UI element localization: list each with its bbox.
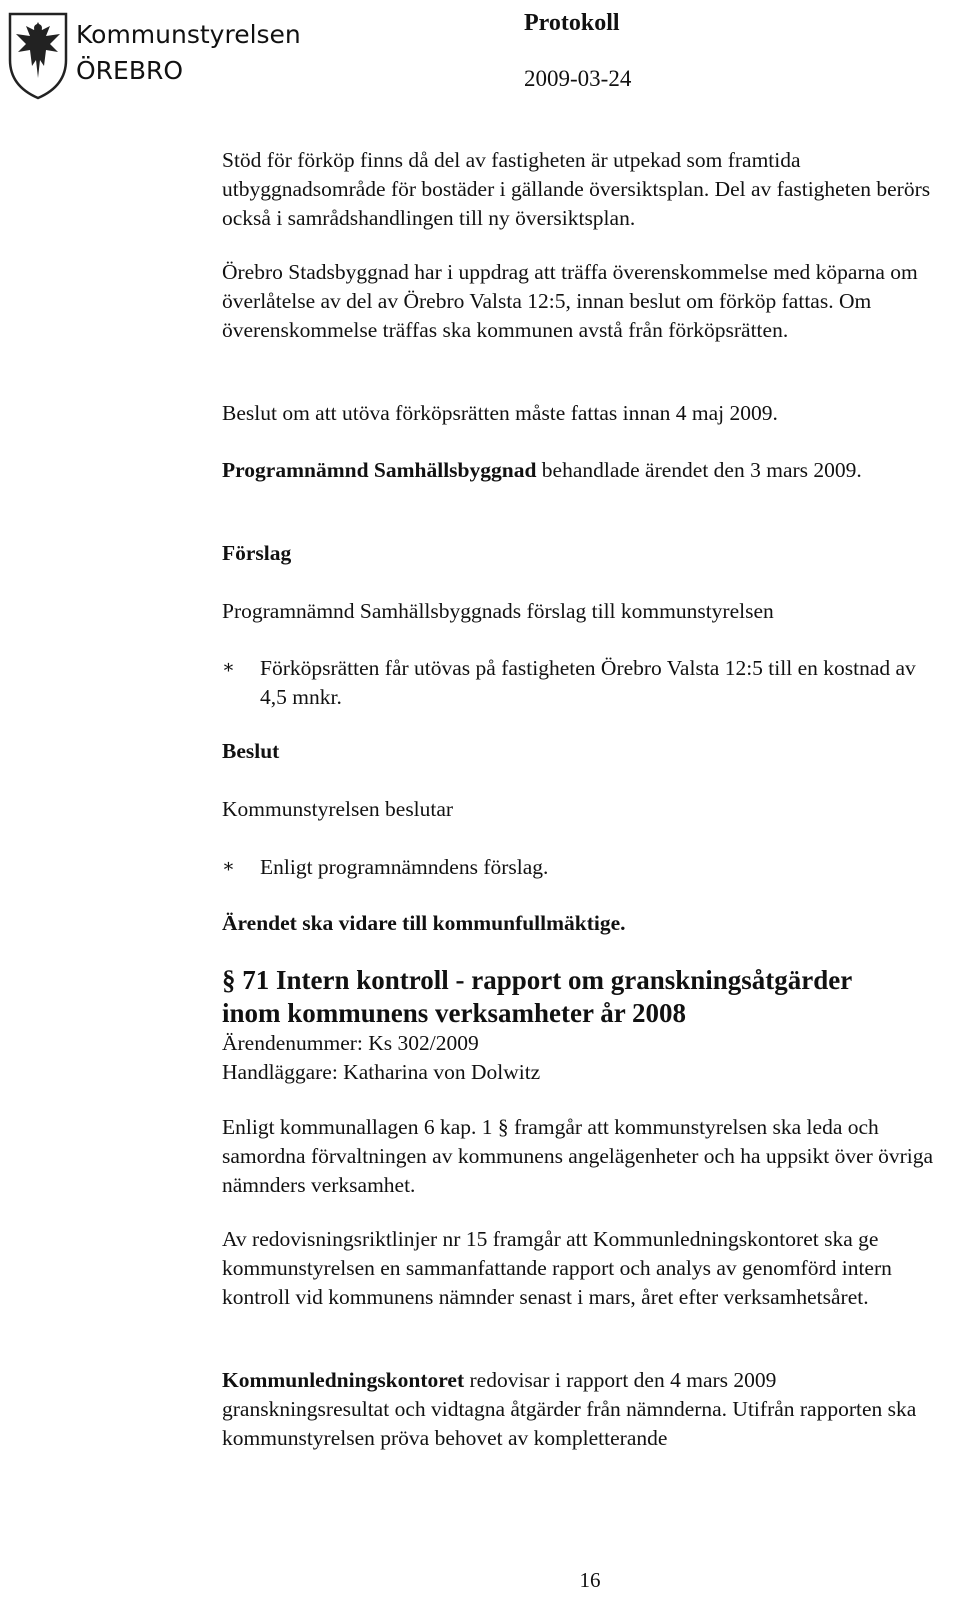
org-name: Kommunstyrelsen <box>76 20 301 49</box>
bullet-symbol: ∗ <box>222 657 235 678</box>
bullet-forkopsratten: Förköpsrätten får utövas på fastigheten Örebro Valsta 12:5 till en kostnad av 4,5 mnkr. <box>260 656 916 709</box>
paragraph-forslag-intro: Programnämnd Samhällsbyggnads förslag till kommunstyrelsen <box>222 599 774 623</box>
paragraph-stadsbyggnad: Örebro Stadsbyggnad har i uppdrag att träffa överenskommelse med köparna om överlåtelse av del av Örebro Valsta 12:5, innan beslut om förköp fattas. Om överenskommelse träffas ska kommunen avstå från förköpsrätten. <box>222 260 918 342</box>
bullet-symbol: ∗ <box>222 856 235 877</box>
bullet-enligt: Enligt programnämndens förslag. <box>260 855 549 879</box>
document-type: Protokoll <box>524 10 620 36</box>
paragraph-stod: Stöd för förköp finns då del av fastigheten är utpekad som framtida utbyggnadsområde för bostäder i gällande översiktsplan. Del av fastigheten berörs också i samrådshandlingen till ny översiktsplan. <box>222 148 931 230</box>
paragraph-deadline: Beslut om att utöva förköpsrätten måste fattas innan 4 maj 2009. <box>222 401 778 425</box>
paragraph-kommunallagen: Enligt kommunallagen 6 kap. 1 § framgår att kommunstyrelsen ska leda och samordna förvaltningen av kommunens angelägenheter och ha uppsikt över övriga nämnders verksamhet. <box>222 1115 934 1197</box>
paragraph-kommunfullmaktige: Ärendet ska vidare till kommunfullmäktige. <box>222 911 626 935</box>
paragraph-redovisningsriktlinjer: Av redovisningsriktlinjer nr 15 framgår att Kommunledningskontoret ska ge kommunstyrelsen en sammanfattande rapport och analys av genomförd intern kontroll vid kommunens nämnder senast i mars, året efter verksamhetsåret. <box>222 1227 892 1309</box>
case-handler: Handläggare: Katharina von Dolwitz <box>222 1060 541 1084</box>
section-title: § 71 Intern kontroll - rapport om granskningsåtgärder <box>222 965 853 995</box>
case-number: Ärendenummer: Ks 302/2009 <box>222 1031 479 1055</box>
heading-forslag: Förslag <box>222 541 292 565</box>
paragraph-ks-beslutar: Kommunstyrelsen beslutar <box>222 797 454 821</box>
kommunledningskontoret-text: redovisar i rapport den 4 mars 2009 granskningsresultat och vidtagna åtgärder från nämnderna. Utifrån rapporten ska kommunstyrelsen pröva behovet av kompletterande <box>222 1368 917 1450</box>
programnamnd-text: behandlade ärendet den 3 mars 2009. <box>536 458 862 482</box>
paragraph-programnamnd <box>222 456 942 485</box>
page-number: 16 <box>579 1568 601 1592</box>
kommunledningskontoret-name: Kommunledningskontoret <box>222 1368 465 1392</box>
paragraph-kommunledningskontoret <box>222 1366 942 1453</box>
heading-beslut: Beslut <box>222 739 280 763</box>
org-city: ÖREBRO <box>76 56 184 85</box>
document-date: 2009-03-24 <box>524 66 632 91</box>
section-title-line2: inom kommunens verksamheter år 2008 <box>222 998 686 1028</box>
programnamnd-name: Programnämnd Samhällsbyggnad <box>222 458 537 482</box>
kommunstyrelsen-logo <box>6 8 306 104</box>
